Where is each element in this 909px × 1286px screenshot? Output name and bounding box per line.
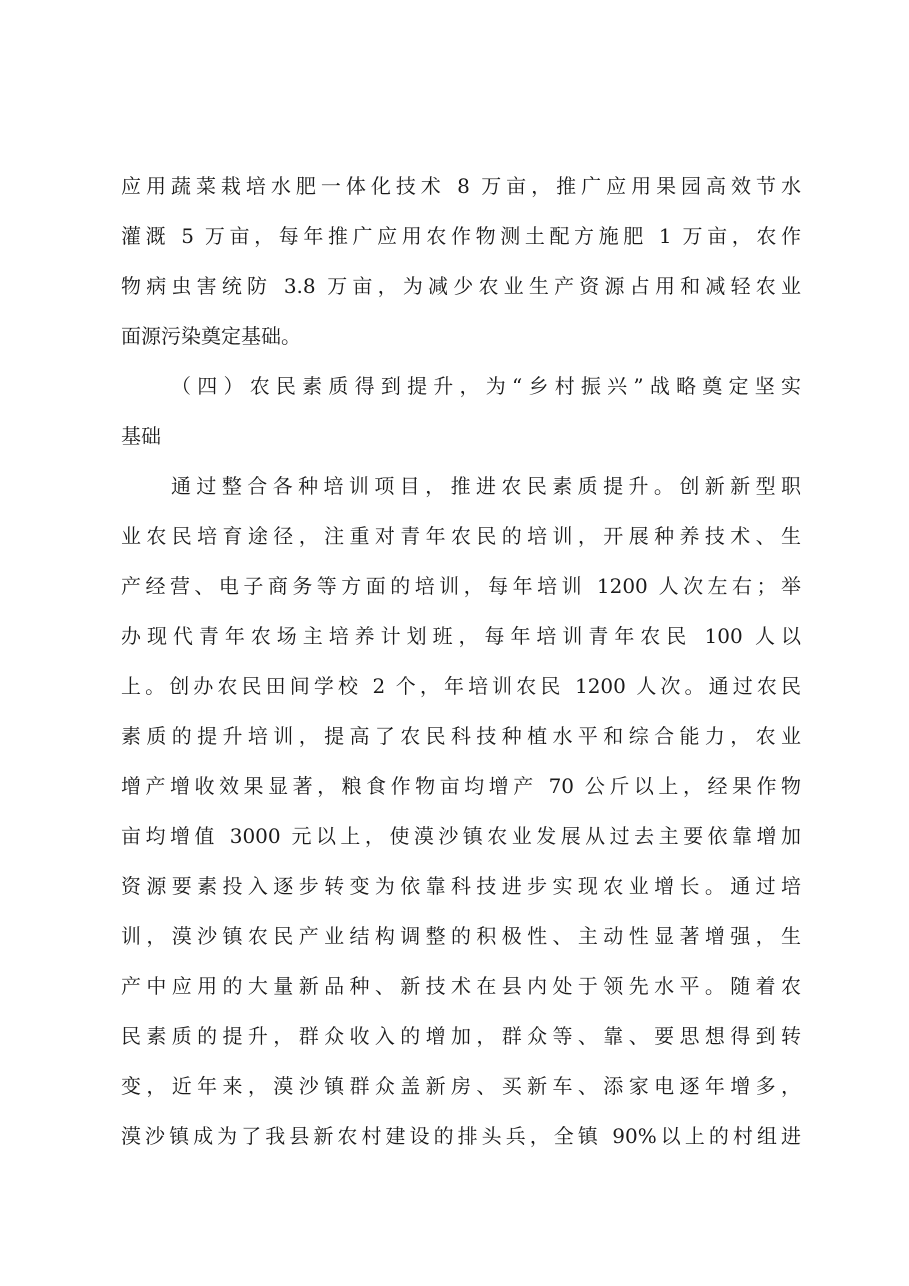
text-line: 资源要素投入逐步转变为依靠科技进步实现农业增长。通过培 (121, 874, 801, 898)
section-heading-continuation: 基础 (121, 424, 161, 448)
text-line: 民素质的提升，群众收入的增加，群众等、靠、要思想得到转 (121, 1024, 801, 1048)
text-line: 灌溉 5 万亩，每年推广应用农作物测土配方施肥 1 万亩，农作 (121, 224, 801, 248)
text-line: 变，近年来，漠沙镇群众盖新房、买新车、添家电逐年增多， (121, 1074, 801, 1098)
section-heading: （四）农民素质得到提升，为“乡村振兴”战略奠定坚实 (171, 374, 801, 398)
text-line: 训，漠沙镇农民产业结构调整的积极性、主动性显著增强，生 (121, 924, 801, 948)
text-line: 亩均增值 3000 元以上，使漠沙镇农业发展从过去主要依靠增加 (121, 824, 801, 848)
text-line: 素质的提升培训，提高了农民科技种植水平和综合能力，农业 (121, 724, 801, 748)
text-line: 办现代青年农场主培养计划班，每年培训青年农民 100 人以 (121, 624, 801, 648)
text-line: 面源污染奠定基础。 (121, 324, 301, 348)
text-line: 增产增收效果显著，粮食作物亩均增产 70 公斤以上，经果作物 (121, 774, 801, 798)
text-line: 应用蔬菜栽培水肥一体化技术 8 万亩，推广应用果园高效节水 (121, 174, 801, 198)
text-line: 上。创办农民田间学校 2 个，年培训农民 1200 人次。通过农民 (121, 674, 801, 698)
text-line: 产中应用的大量新品种、新技术在县内处于领先水平。随着农 (121, 974, 801, 998)
text-line: 物病虫害统防 3.8 万亩，为减少农业生产资源占用和减轻农业 (121, 274, 801, 298)
text-line: 业农民培育途径，注重对青年农民的培训，开展种养技术、生 (121, 524, 801, 548)
text-line: 产经营、电子商务等方面的培训，每年培训 1200 人次左右；举 (121, 574, 801, 598)
paragraph-first-line: 通过整合各种培训项目，推进农民素质提升。创新新型职 (171, 474, 801, 498)
text-line: 漠沙镇成为了我县新农村建设的排头兵，全镇 90%以上的村组进 (121, 1124, 801, 1148)
